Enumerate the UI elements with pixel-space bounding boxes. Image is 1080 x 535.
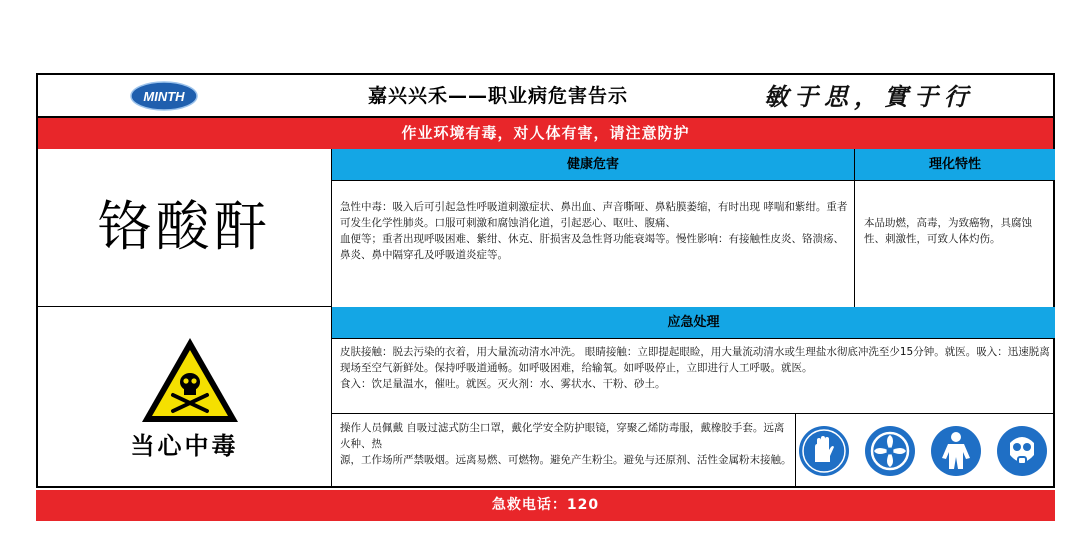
ppe-icon-group [798,425,1053,477]
health-hazard-heading: 健康危害 [332,149,855,181]
ventilation-fan-icon [864,425,916,477]
health-hazard-text: 急性中毒：吸入后可引起急性呼吸道刺激症状、鼻出血、声音嘶哑、鼻粘膜萎缩，有时出现 哮喘和紫绀。重者可发生化学性肺炎。口服可刺激和腐蚀消化道，引起恶心、呕吐、腹痛、 血便等；重者出现呼吸困难、紫绀、休克、肝损害及急性肾功能衰竭等。慢性影响：有接触性皮炎、铬溃疡、鼻炎、鼻中隔穿孔及呼吸道炎症等。 [340,201,848,261]
emergency-text: 皮肤接触：脱去污染的衣着，用大量流动清水冲洗。 眼睛接触：立即提起眼睑，用大量流动清水或生理盐水彻底冲洗至少15分钟。就医。吸入：迅速脱离现场至空气新鲜处。保持呼吸道通畅。如呼吸困难，给输氧。如呼吸停止，立即进行人工呼吸。就医。 食入：饮足量温水，催吐。就医。灭火剂：水、雾状水、干粉、砂土。 [340,346,1050,390]
physical-chemical-text: 本品助燃，高毒，为致癌物，具腐蚀性、刺激性，可致人体灼伤。 [864,217,1032,245]
logo-text: MINTH [143,89,185,104]
row-divider [332,413,1055,414]
warning-banner: 作业环境有毒，对人体有害，请注意防护 [38,118,1053,149]
chemical-name-cell [38,149,332,307]
motto-calligraphy: 敏于思，實于行 [764,82,974,111]
ppe-divider [795,413,796,488]
protection-text: 操作人员佩戴 自吸过滤式防尘口罩，戴化学安全防护眼镜，穿聚乙烯防毒服，戴橡胶手套。远离火种、热 源，工作场所严禁吸烟。远离易燃、可燃物。避免产生粉尘。避免与还原剂、活性金属粉末接触。 [340,422,792,466]
minth-logo [130,81,198,111]
emergency-heading: 应急处理 [332,307,1055,339]
gas-mask-icon [996,425,1048,477]
gloves-icon [798,425,850,477]
page-title: 嘉兴兴禾——职业病危害告示 [367,85,628,107]
chemical-name: 铬酸酐 [97,195,272,258]
protective-suit-icon [930,425,982,477]
column-divider [854,181,855,307]
hazard-notice-board [36,73,1055,488]
header [38,75,1053,118]
hazard-warning-text: 当心中毒 [130,432,239,460]
toxic-warning-icon [139,335,241,425]
physical-chemical-heading: 理化特性 [855,149,1055,181]
hazard-sign-cell [38,307,332,488]
emergency-phone-bar: 急救电话：120 [36,490,1055,521]
